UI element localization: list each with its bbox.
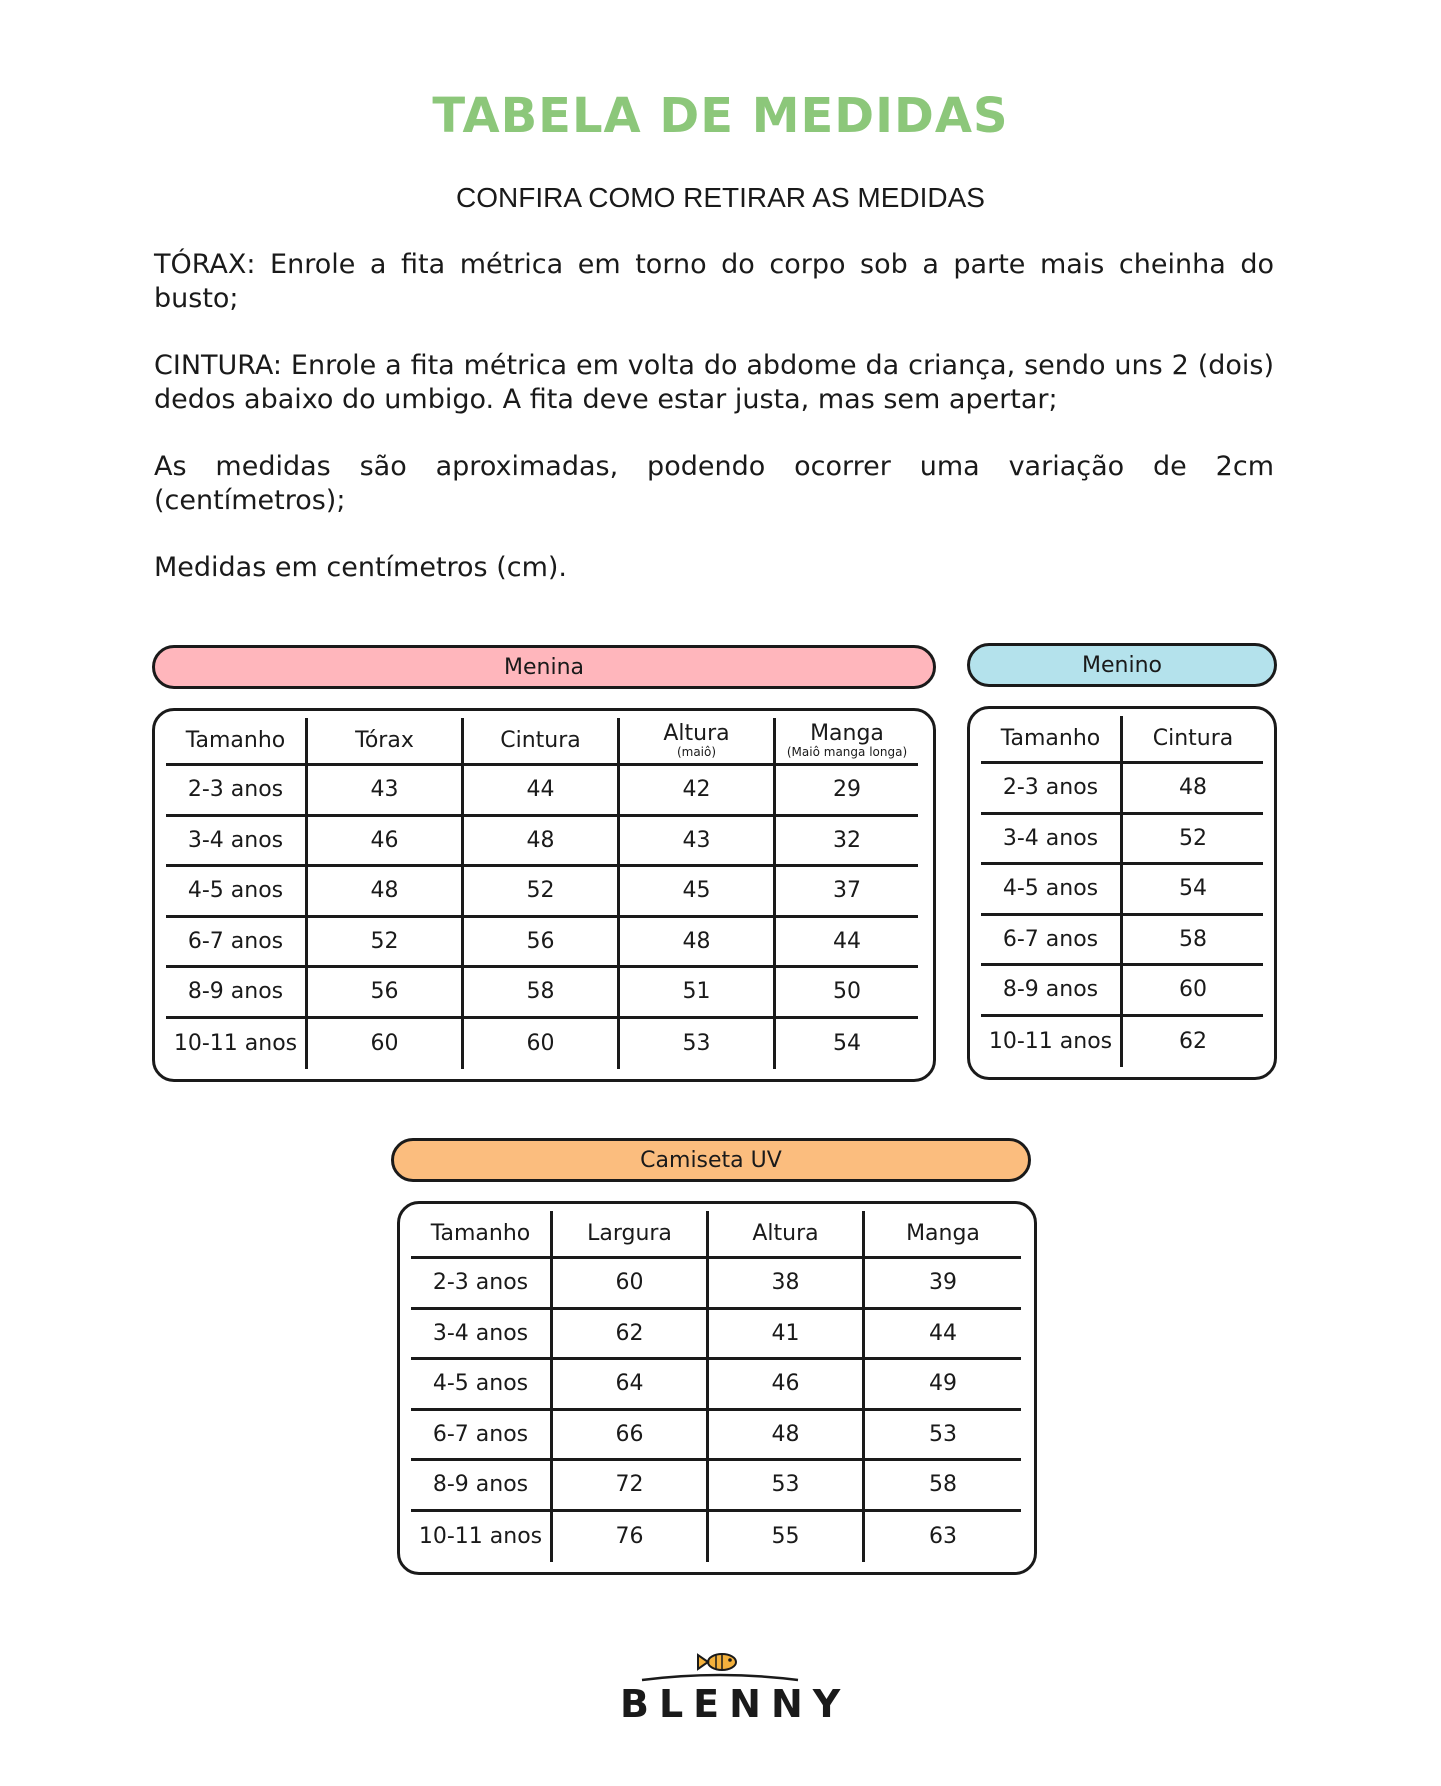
size-cell: 3-4 anos [166, 817, 308, 868]
column-header-label: Tamanho [1000, 725, 1101, 751]
measure-cell: 48 [464, 817, 620, 868]
menina-table-label: Menina [152, 645, 936, 689]
size-cell: 6-7 anos [981, 916, 1123, 967]
size-cell: 3-4 anos [411, 1310, 553, 1361]
column-header [1123, 716, 1263, 764]
size-cell: 10-11 anos [166, 1019, 308, 1070]
measure-cell: 29 [776, 766, 918, 817]
size-cell: 6-7 anos [166, 918, 308, 969]
measure-cell: 43 [308, 766, 464, 817]
size-cell: 3-4 anos [981, 815, 1123, 866]
brand-name: BLENNY [620, 1682, 851, 1726]
column-header [553, 1211, 709, 1259]
column-header-label: Altura [752, 1220, 819, 1246]
measure-cell: 58 [1123, 916, 1263, 967]
measure-cell: 60 [1123, 966, 1263, 1017]
instruction-variation: As medidas são aproximadas, podendo ocorrer uma variação de 2cm (centímetros); [154, 451, 1274, 516]
measure-cell: 54 [833, 1031, 861, 1057]
measure-cell: 60 [464, 1019, 620, 1070]
measure-cell: 32 [776, 817, 918, 868]
column-header-label: Cintura [1152, 725, 1234, 751]
measure-cell: 53 [709, 1461, 865, 1512]
column-header-label: Altura [663, 721, 730, 746]
measure-cell: 48 [620, 918, 776, 969]
size-cell: 2-3 anos [411, 1259, 553, 1310]
size-cell: 10-11 anos [411, 1512, 553, 1563]
column-header-note: (Maiô manga longa) [786, 745, 908, 759]
measure-cell: 48 [1123, 764, 1263, 815]
size-cell: 4-5 anos [411, 1360, 553, 1411]
size-cell: 10-11 anos [981, 1017, 1123, 1068]
measure-cell: 60 [553, 1259, 709, 1310]
measure-cell: 52 [1123, 815, 1263, 866]
column-header-label: Largura [587, 1220, 672, 1246]
measure-cell: 48 [709, 1411, 865, 1462]
measure-cell: 43 [620, 817, 776, 868]
measure-cell: 51 [620, 968, 776, 1019]
measure-cell: 39 [865, 1259, 1021, 1310]
measure-cell: 50 [776, 968, 918, 1019]
measure-cell: 46 [308, 817, 464, 868]
measure-cell: 53 [865, 1411, 1021, 1462]
measure-cell: 46 [709, 1360, 865, 1411]
blenny-logo [620, 1648, 851, 1728]
menina-table [166, 718, 918, 1069]
column-header [865, 1211, 1021, 1259]
measure-cell: 44 [464, 766, 620, 817]
menino-table-label: Menino [967, 643, 1277, 687]
measure-cell: 72 [553, 1461, 709, 1512]
column-header-label: Tamanho [430, 1220, 531, 1246]
page-title: TABELA DE MEDIDAS [432, 88, 1009, 144]
measure-cell: 62 [553, 1310, 709, 1361]
measure-cell: 60 [308, 1019, 464, 1070]
measure-cell: 54 [1123, 865, 1263, 916]
page-subtitle: CONFIRA COMO RETIRAR AS MEDIDAS [456, 182, 985, 213]
measure-cell: 56 [308, 968, 464, 1019]
size-cell: 8-9 anos [166, 968, 308, 1019]
measure-cell: 64 [553, 1360, 709, 1411]
column-header-label: Cintura [500, 727, 581, 753]
column-header [620, 718, 776, 766]
measure-cell: 63 [929, 1524, 957, 1550]
measure-cell: 45 [620, 867, 776, 918]
camiseta-table [411, 1211, 1021, 1562]
column-header [308, 718, 464, 766]
column-header [709, 1211, 865, 1259]
measure-cell: 66 [553, 1411, 709, 1462]
column-header [776, 718, 918, 766]
size-cell: 8-9 anos [411, 1461, 553, 1512]
size-cell: 2-3 anos [166, 766, 308, 817]
measure-cell: 49 [865, 1360, 1021, 1411]
column-header-label: Manga [810, 721, 884, 746]
measure-cell: 38 [709, 1259, 865, 1310]
column-header [411, 1211, 553, 1259]
column-header [464, 718, 620, 766]
size-cell: 6-7 anos [411, 1411, 553, 1462]
instruction-cintura: CINTURA: Enrole a fita métrica em volta do abdome da criança, sendo uns 2 (dois) dedos abaixo do umbigo. A fita deve estar justa, mas sem apertar; [154, 350, 1274, 415]
measure-cell: 37 [776, 867, 918, 918]
size-cell: 2-3 anos [981, 764, 1123, 815]
measure-cell: 48 [308, 867, 464, 918]
column-header-note: (maiô) [676, 745, 717, 759]
measure-cell: 53 [620, 1019, 776, 1070]
camiseta-table-label: Camiseta UV [391, 1138, 1031, 1182]
measure-cell: 58 [464, 968, 620, 1019]
menino-table [981, 716, 1263, 1067]
column-header-label: Tórax [355, 727, 414, 753]
measure-cell: 42 [620, 766, 776, 817]
instruction-torax: TÓRAX: Enrole a fita métrica em torno do corpo sob a parte mais cheinha do busto; [154, 249, 1274, 314]
measure-cell: 44 [865, 1310, 1021, 1361]
size-cell: 4-5 anos [981, 865, 1123, 916]
column-header-label: Manga [906, 1220, 980, 1246]
measure-cell: 76 [553, 1512, 709, 1563]
instruction-units: Medidas em centímetros (cm). [154, 552, 568, 583]
measure-cell: 56 [464, 918, 620, 969]
measure-cell: 41 [709, 1310, 865, 1361]
measure-cell: 62 [1179, 1029, 1207, 1055]
measure-cell: 55 [709, 1512, 865, 1563]
column-header-label: Tamanho [185, 727, 286, 753]
measure-cell: 58 [865, 1461, 1021, 1512]
measure-cell: 52 [308, 918, 464, 969]
column-header [166, 718, 308, 766]
size-cell: 8-9 anos [981, 966, 1123, 1017]
column-header [981, 716, 1123, 764]
size-cell: 4-5 anos [166, 867, 308, 918]
measure-cell: 44 [776, 918, 918, 969]
measure-cell: 52 [464, 867, 620, 918]
